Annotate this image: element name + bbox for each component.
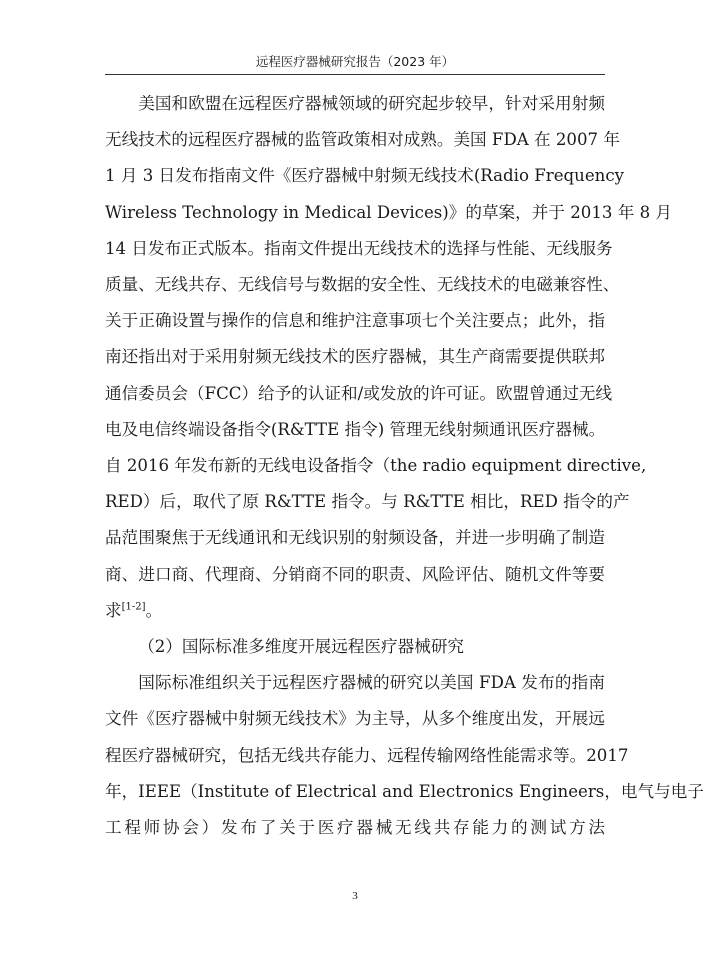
text-line: 国际标准组织关于远程医疗器械的研究以美国 FDA 发布的指南 [138, 673, 605, 693]
text-line: 品范围聚焦于无线通讯和无线识别的射频设备，并进一步明确了制造 [105, 528, 605, 548]
text-line: 关于正确设置与操作的信息和维护注意事项七个关注要点；此外，指 [105, 311, 605, 331]
body-text [105, 86, 704, 846]
text-line: 14 日发布正式版本。指南文件提出无线技术的选择与性能、无线服务 [105, 238, 613, 258]
paragraph-us-eu-regulation [105, 86, 672, 629]
text-line: 工程师协会）发布了关于医疗器械无线共存能力的测试方法 [105, 818, 605, 838]
text-line: RED）后，取代了原 R&TTE 指令。与 R&TTE 相比，RED 指令的产 [105, 492, 630, 512]
citation-reference: [1-2] [121, 601, 146, 613]
text-line: Wireless Technology in Medical Devices)》的草案，并于 2013 年 8 月 [105, 202, 672, 222]
paragraph-international-standards [105, 665, 704, 846]
text-line: 南还指出对于采用射频无线技术的医疗器械，其生产商需要提供联邦 [105, 347, 605, 367]
page-header: 远程医疗器械研究报告（2023 年） [105, 52, 605, 75]
section-heading [105, 629, 605, 665]
text-line: 程医疗器械研究，包括无线共存能力、远程传输网络性能需求等。2017 [105, 745, 629, 765]
text-line: 无线技术的远程医疗器械的监管政策相对成熟。美国 FDA 在 2007 年 [105, 130, 620, 150]
text-line: 美国和欧盟在远程医疗器械领域的研究起步较早，针对采用射频 [138, 94, 605, 113]
text-line: 年，IEEE（Institute of Electrical and Electronics Engineers，电气与电子 [105, 781, 704, 801]
text-fragment: 。 [145, 600, 163, 620]
text-line [105, 593, 605, 629]
text-line: 1 月 3 日发布指南文件《医疗器械中射频无线技术(Radio Frequency [105, 166, 624, 186]
text-line: 自 2016 年发布新的无线电设备指令（the radio equipment directive, [105, 456, 647, 476]
heading-text: （2）国际标准多维度开展远程医疗器械研究 [138, 637, 465, 657]
text-line: 商、进口商、代理商、分销商不同的职责、风险评估、随机文件等要 [105, 564, 605, 584]
text-line: 文件《医疗器械中射频无线技术》为主导，从多个维度出发，开展远 [105, 709, 605, 729]
text-line: 通信委员会（FCC）给予的认证和/或发放的许可证。欧盟曾通过无线 [105, 383, 613, 403]
text-line: 质量、无线共存、无线信号与数据的安全性、无线技术的电磁兼容性、 [105, 275, 620, 295]
text-fragment: 求 [105, 600, 122, 620]
text-line: 电及电信终端设备指令(R&TTE 指令) 管理无线射频通讯医疗器械。 [105, 419, 606, 439]
page-number: 3 [352, 890, 358, 902]
